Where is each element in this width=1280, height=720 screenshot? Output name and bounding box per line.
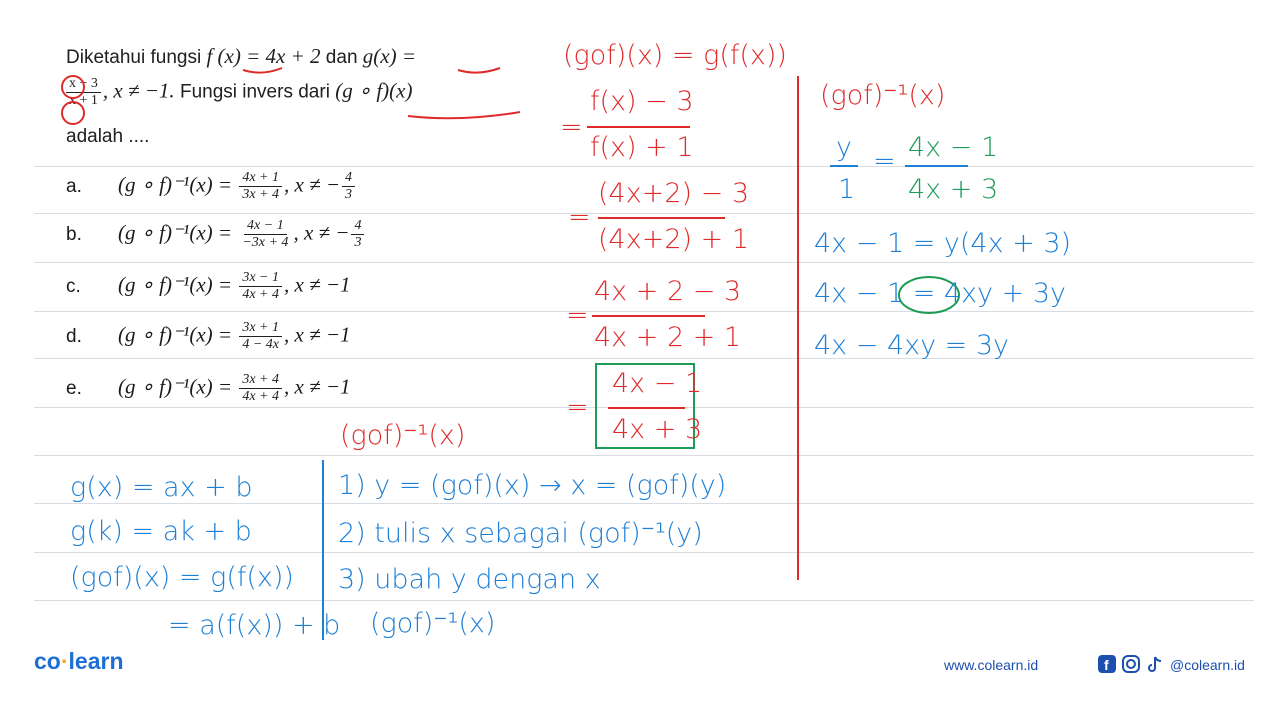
option-label: d.	[66, 326, 82, 347]
option-condition-tail: , x ≠ −1	[284, 374, 351, 399]
option-lhs: (g ∘ f)⁻¹(x) =	[118, 272, 233, 297]
red-step1-den: f(x) + 1	[590, 132, 694, 163]
red-step1-num: f(x) − 3	[590, 86, 694, 117]
green-frac-den: 4x + 3	[908, 174, 999, 205]
colearn-logo[interactable]: co·learn	[34, 648, 124, 674]
option-condition: , x ≠ −	[284, 172, 341, 197]
option-label: c.	[66, 276, 81, 297]
red-step3-den: 4x + 2 + 1	[594, 322, 742, 353]
option-numerator: 3x − 1	[239, 270, 282, 287]
option-denominator: 4x + 4	[242, 287, 279, 302]
blue-line-2-a: 4x − 1 =	[814, 278, 944, 309]
logo-part-a: co	[34, 648, 61, 674]
red-eq-2: =	[568, 202, 591, 233]
option-lhs: (g ∘ f)⁻¹(x) =	[118, 172, 233, 197]
g-definition: g(x) =	[362, 44, 417, 68]
blue-line-2-circled: 4xy	[943, 278, 994, 309]
option-numerator: 3x + 4	[239, 372, 282, 389]
note-b2: 2) tulis x sebagai (gof)⁻¹(y)	[338, 518, 703, 549]
red-top-line: (gof)(x) = g(f(x))	[563, 40, 787, 71]
red-step2-den: (4x+2) + 1	[598, 224, 749, 255]
blue-y: y	[836, 132, 852, 163]
option-label: b.	[66, 224, 82, 245]
blue-line-2-c: + 3y	[993, 278, 1067, 309]
red-step2-num: (4x+2) − 3	[598, 178, 749, 209]
red-inverse-label: (gof)⁻¹(x)	[340, 420, 466, 451]
option-numerator: 4x + 1	[239, 170, 282, 187]
blue-line-2	[814, 278, 1066, 309]
problem-intro: Diketahui fungsi	[66, 47, 207, 68]
condition-numerator: 4	[342, 170, 355, 187]
option-condition-tail: , x ≠ −1	[284, 322, 351, 347]
tiktok-icon[interactable]	[1146, 655, 1164, 673]
facebook-icon[interactable]	[1098, 655, 1116, 673]
option-lhs: (g ∘ f)⁻¹(x) =	[118, 374, 233, 399]
option-numerator: 3x + 1	[239, 320, 282, 337]
option-denominator: 3x + 4	[242, 187, 279, 202]
option-lhs: (g ∘ f)⁻¹(x) =	[118, 220, 233, 245]
instagram-icon[interactable]	[1122, 655, 1140, 673]
condition-denominator: 3	[354, 235, 362, 250]
logo-part-b: learn	[68, 648, 124, 674]
svg-text:f: f	[1104, 657, 1109, 673]
red-eq-3: =	[566, 300, 589, 331]
note-a1: g(x) = ax + b	[70, 472, 253, 503]
social-handle[interactable]: @colearn.id	[1170, 657, 1245, 673]
red-eq-4: =	[566, 392, 589, 423]
website-link[interactable]: www.colearn.id	[944, 657, 1039, 673]
option-condition: , x ≠ −	[293, 220, 350, 245]
note-b3: 3) ubah y dengan x	[338, 564, 601, 595]
note-a3: (gof)(x) = g(f(x))	[70, 562, 294, 593]
red-right-title: (gof)⁻¹(x)	[820, 80, 946, 111]
option-lhs: (g ∘ f)⁻¹(x) =	[118, 322, 233, 347]
option-label: e.	[66, 378, 82, 399]
option-label: a.	[66, 176, 82, 197]
g-denominator: x + 1	[69, 93, 98, 108]
composition-expression: (g ∘ f)(x)	[335, 78, 413, 103]
condition-denominator: 3	[345, 187, 353, 202]
option-denominator: 4 − 4x	[242, 337, 279, 352]
g-condition: , x ≠ −1.	[102, 78, 175, 103]
problem-dan: dan	[320, 47, 363, 68]
note-a2: g(k) = ak + b	[70, 516, 252, 547]
g-numerator: x − 3	[66, 76, 101, 93]
f-definition: f (x) = 4x + 2	[206, 44, 321, 68]
note-b4: (gof)⁻¹(x)	[370, 608, 496, 639]
option-condition-tail: , x ≠ −1	[284, 272, 351, 297]
problem-line-3: adalah ....	[66, 126, 150, 147]
blue-line-1: 4x − 1 = y(4x + 3)	[814, 228, 1072, 259]
note-a4: = a(f(x)) + b	[168, 610, 341, 641]
option-denominator: 4x + 4	[242, 389, 279, 404]
green-frac-num: 4x − 1	[908, 132, 999, 163]
blue-line-3: 4x − 4xy = 3y	[814, 330, 1010, 361]
blue-one: 1	[838, 174, 856, 205]
problem-inverse-text: Fungsi invers dari	[174, 81, 336, 103]
red-answer-den: 4x + 3	[612, 414, 703, 445]
option-denominator: −3x + 4	[242, 235, 289, 250]
option-numerator: 4x − 1	[244, 218, 287, 235]
note-b1: 1) y = (gof)(x) → x = (gof)(y)	[338, 470, 727, 501]
condition-numerator: 4	[351, 218, 364, 235]
red-step3-num: 4x + 2 − 3	[594, 276, 742, 307]
red-eq-1: =	[560, 112, 583, 143]
blue-equals: =	[873, 146, 896, 177]
red-answer-num: 4x − 1	[612, 368, 703, 399]
